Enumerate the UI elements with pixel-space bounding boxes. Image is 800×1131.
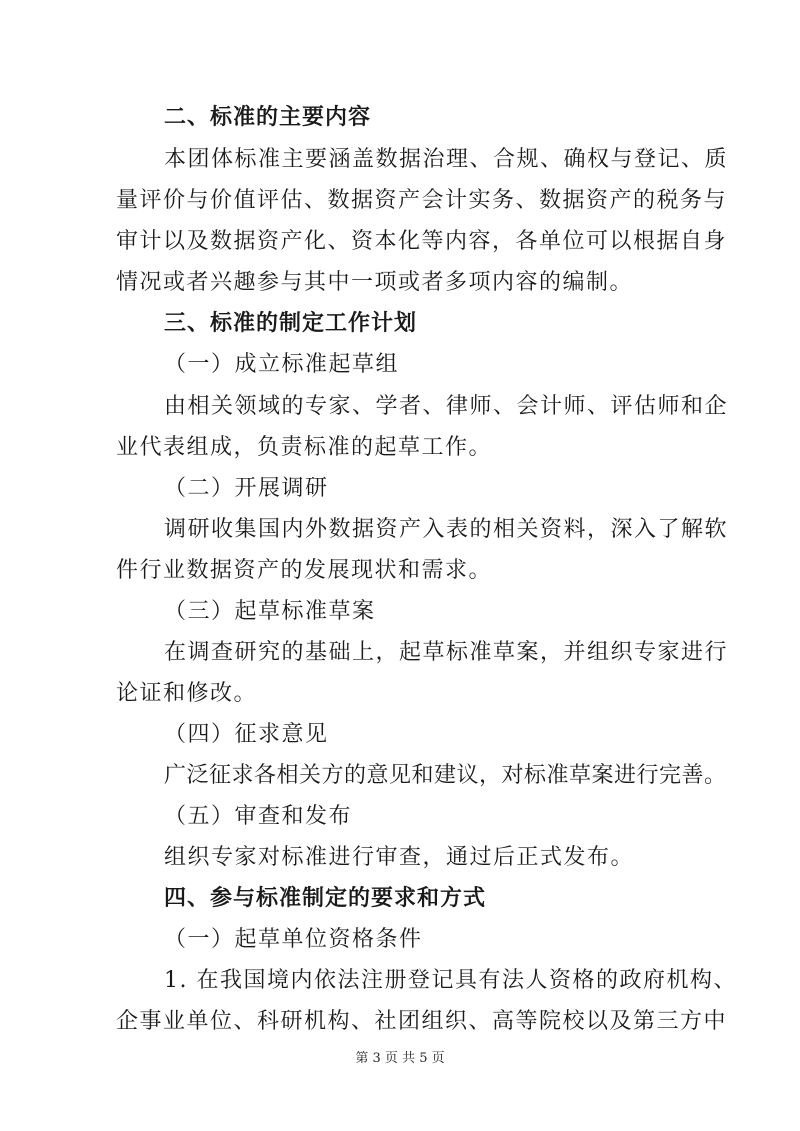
paragraph-line: 广泛征求各相关方的意见和建议，对标准草案进行完善。 — [164, 763, 727, 788]
paragraph-line: 审计以及数据资产化、资本化等内容，各单位可以根据自身 — [116, 229, 728, 254]
subheading-2: （二）开展调研 — [164, 476, 329, 501]
subheading-4: （四）征求意见 — [164, 722, 329, 747]
paragraph-line: 情况或者兴趣参与其中一项或者多项内容的编制。 — [116, 270, 634, 295]
paragraph-line: 企事业单位、科研机构、社团组织、高等院校以及第三方中 — [116, 1009, 728, 1034]
paragraph-line: 论证和修改。 — [116, 681, 258, 706]
paragraph-line: 件行业数据资产的发展现状和需求。 — [116, 558, 493, 583]
section-heading-2: 二、标准的主要内容 — [164, 105, 372, 130]
subheading-5: （五）审查和发布 — [164, 804, 353, 829]
subheading-1: （一）成立标准起草组 — [164, 352, 400, 377]
paragraph-line: 由相关领域的专家、学者、律师、会计师、评估师和企 — [164, 394, 729, 419]
page-footer: 第 3 页 共 5 页 — [355, 1051, 445, 1066]
subheading-3: （三）起草标准草案 — [164, 599, 376, 624]
paragraph-line: 1. 在我国境内依法注册登记具有法人资格的政府机构、 — [164, 968, 737, 993]
paragraph-line: 业代表组成，负责标准的起草工作。 — [116, 435, 493, 460]
paragraph-line: 调研收集国内外数据资产入表的相关资料，深入了解软 — [164, 517, 729, 542]
section-heading-3: 三、标准的制定工作计划 — [164, 311, 418, 336]
paragraph-line: 量评价与价值评估、数据资产会计实务、数据资产的税务与 — [116, 188, 728, 213]
paragraph-line: 在调查研究的基础上，起草标准草案，并组织专家进行 — [164, 640, 729, 665]
paragraph-line: 组织专家对标准进行审查，通过后正式发布。 — [164, 845, 635, 870]
section-heading-4: 四、参与标准制定的要求和方式 — [164, 886, 487, 911]
subheading-6: （一）起草单位资格条件 — [164, 927, 423, 952]
paragraph-line: 本团体标准主要涵盖数据治理、合规、确权与登记、质 — [164, 147, 729, 172]
